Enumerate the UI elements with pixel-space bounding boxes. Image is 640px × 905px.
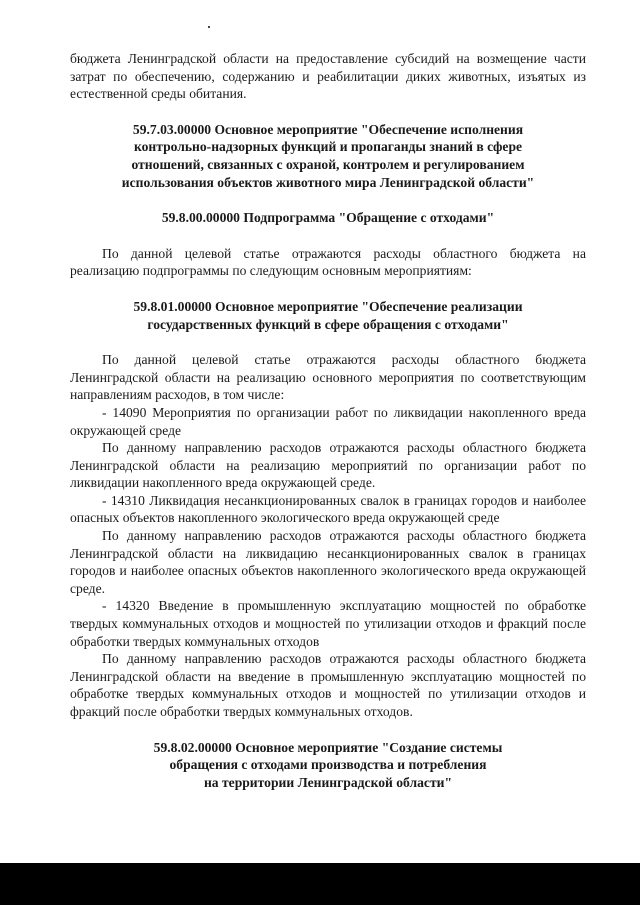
list-item-14310: - 14310 Ликвидация несанкционированных свалок в границах городов и наиболее опасных объектов накопленного экологического вреда окружающей среде [70, 492, 586, 526]
paragraph-14090-description: По данному направлению расходов отражаются расходы областного бюджета Ленинградской области на реализацию мероприятий по организации работ по ликвидации накопленного вреда окружающей среде. [70, 440, 586, 491]
heading-59-8-02 [70, 739, 586, 792]
paragraph-14310-description: По данному направлению расходов отражаются расходы областного бюджета Ленинградской области на ликвидацию несанкционированных свалок в границах городов и наиболее опасных объектов накопленного экологического вреда окружающей среде. [70, 528, 586, 596]
list-item-14320: - 14320 Введение в промышленную эксплуатацию мощностей по обработке твердых коммунальных отходов и мощностей по утилизации отходов и фракций после обработки твердых коммунальных отходов [70, 598, 586, 649]
heading-line: на территории Ленинградской области" [203, 774, 453, 790]
paragraph-59-8-01-description: По данной целевой статье отражаются расходы областного бюджета Ленинградской области на реализацию основного мероприятия по соответствующим направлениям расходов, в том числе: [70, 352, 586, 403]
paragraph-14320-description: По данному направлению расходов отражаются расходы областного бюджета Ленинградской области на введение в промышленную эксплуатацию мощностей по обработке твердых коммунальных отходов и мощностей по утилизации отходов и фракций после обработки твердых коммунальных отходов. [70, 651, 586, 719]
paragraph-subprogram-description: По данной целевой статье отражаются расходы областного бюджета на реализацию подпрограммы по следующим основным мероприятиям: [70, 245, 586, 279]
heading-line: 59.8.02.00000 Основное мероприятие "Создание системы [153, 739, 503, 755]
heading-line: использования объектов животного мира Ленинградской области" [121, 174, 535, 190]
heading-59-7-03 [70, 121, 586, 191]
heading-59-8-01 [70, 298, 586, 333]
scan-speck [208, 26, 210, 28]
heading-line: обращения с отходами производства и потребления [169, 757, 487, 773]
heading-line: отношений, связанных с охраной, контролем и регулированием [131, 156, 525, 172]
heading-line: 59.8.01.00000 Основное мероприятие "Обеспечение реализации [133, 298, 523, 314]
scan-bottom-band [0, 863, 640, 905]
heading-line: 59.7.03.00000 Основное мероприятие "Обеспечение исполнения [132, 121, 524, 137]
list-item-14090: - 14090 Мероприятия по организации работ по ликвидации накопленного вреда окружающей среде [70, 404, 586, 438]
heading-line: контрольно-надзорных функций и пропаганды знаний в сфере [133, 139, 523, 155]
document-page [70, 50, 586, 791]
heading-line: государственных функций в сфере обращения с отходами" [147, 316, 509, 332]
paragraph-intro-continuation: бюджета Ленинградской области на предоставление субсидий на возмещение части затрат по обеспечению, содержанию и реабилитации диких животных, изъятых из естественной среды обитания. [70, 51, 586, 102]
heading-59-8-subprogram: 59.8.00.00000 Подпрограмма "Обращение с отходами" [161, 210, 495, 226]
